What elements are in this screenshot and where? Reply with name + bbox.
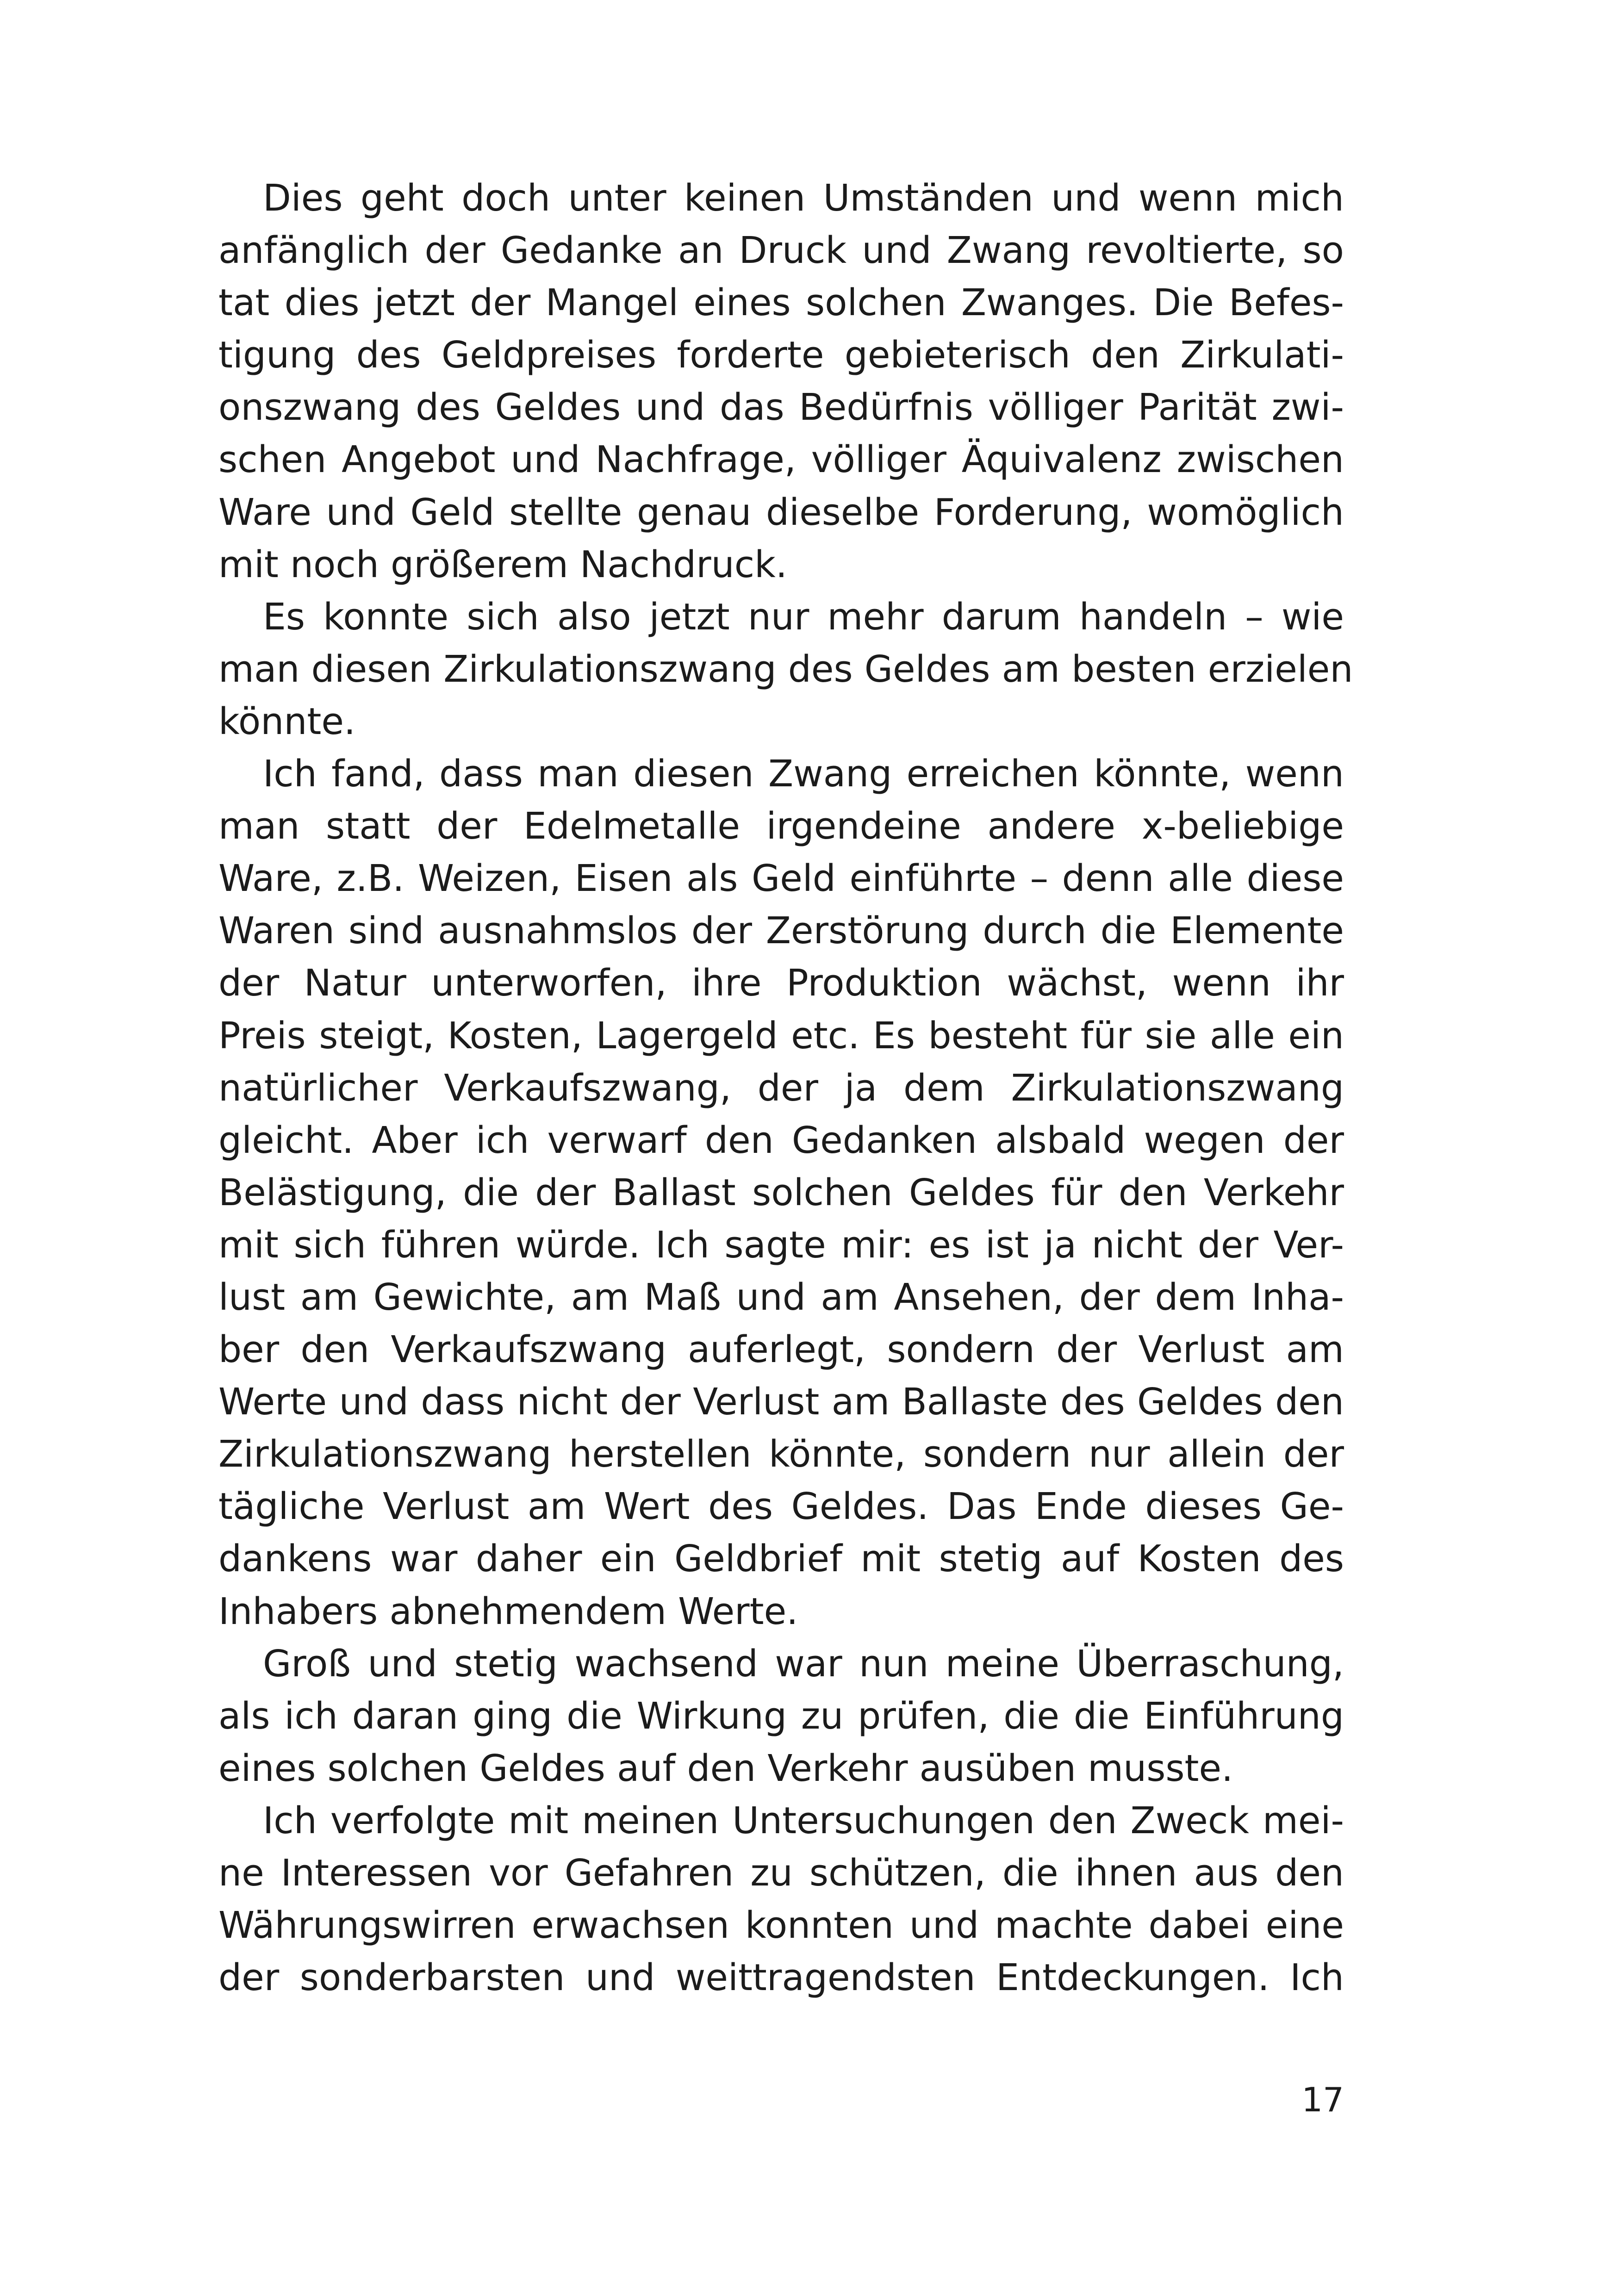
text-line: ne Interessen vor Gefahren zu schützen, die ihnen aus den [218,1852,1344,1894]
text-line: ber den Verkaufszwang auferlegt, sondern der Verlust am [218,1328,1344,1371]
text-line: Ich fand, dass man diesen Zwang erreichen könnte, wenn [263,753,1344,796]
paragraph-3 [218,748,1344,1638]
text-line: Inhabers abnehmendem Werte. [218,1590,798,1633]
text-line: der sonderbarsten und weittragendsten Entdeckungen. Ich [218,1956,1344,1999]
paragraph-1 [218,172,1344,591]
text-line: lust am Gewichte, am Maß und am Ansehen, der dem Inha- [218,1276,1344,1319]
text-line: anfänglich der Gedanke an Druck und Zwang revoltierte, so [218,229,1344,272]
text-line: könnte. [218,700,356,743]
text-line: natürlicher Verkaufszwang, der ja dem Zirkulationszwang [218,1066,1344,1109]
text-line: Ich verfolgte mit meinen Untersuchungen den Zweck mei- [263,1799,1344,1842]
text-line: dankens war daher ein Geldbrief mit stetig auf Kosten des [218,1537,1344,1580]
text-line: Währungswirren erwachsen konnten und machte dabei eine [218,1904,1344,1947]
text-line: Belästigung, die der Ballast solchen Geldes für den Verkehr [218,1171,1344,1214]
text-line: mit noch größerem Nachdruck. [218,543,788,586]
text-line: Zirkulationszwang herstellen könnte, sondern nur allein der [218,1433,1344,1476]
text-line: als ich daran ging die Wirkung zu prüfen, die die Einführung [218,1694,1344,1737]
text-line: Werte und dass nicht der Verlust am Ballaste des Geldes den [218,1381,1344,1424]
text-line: man diesen Zirkulationszwang des Geldes am besten erzielen [218,647,1353,691]
text-line: tigung des Geldpreises forderte gebieterisch den Zirkulati- [218,334,1344,377]
text-line: tat dies jetzt der Mangel eines solchen Zwanges. Die Befes- [218,281,1344,324]
text-line: Ware und Geld stellte genau dieselbe Forderung, womöglich [218,491,1344,534]
text-line: Es konnte sich also jetzt nur mehr darum handeln – wie [263,595,1344,638]
text-line: der Natur unterworfen, ihre Produktion wächst, wenn ihr [218,962,1344,1005]
paragraph-5 [218,1795,1344,2004]
text-line: mit sich führen würde. Ich sagte mir: es ist ja nicht der Ver- [218,1223,1344,1266]
text-line: man statt der Edelmetalle irgendeine andere x-beliebige [218,805,1344,848]
text-line: eines solchen Geldes auf den Verkehr ausüben musste. [218,1747,1233,1790]
text-line: Preis steigt, Kosten, Lagergeld etc. Es besteht für sie alle ein [218,1014,1344,1057]
text-line: tägliche Verlust am Wert des Geldes. Das Ende dieses Ge- [218,1485,1344,1528]
page-number: 17 [1301,2080,1344,2119]
text-line: Ware, z.B. Weizen, Eisen als Geld einführte – denn alle diese [218,857,1344,900]
paragraph-2 [218,591,1353,748]
paragraph-4 [218,1638,1344,1795]
text-line: Dies geht doch unter keinen Umständen und wenn mich [263,177,1344,219]
text-line: Waren sind ausnahmslos der Zerstörung durch die Elemente [218,909,1344,952]
text-line: onszwang des Geldes und das Bedürfnis völliger Parität zwi- [218,386,1344,429]
text-line: Groß und stetig wachsend war nun meine Überraschung, [263,1642,1344,1685]
body-text [218,172,1353,2004]
text-line: gleicht. Aber ich verwarf den Gedanken alsbald wegen der [218,1119,1344,1162]
text-line: schen Angebot und Nachfrage, völliger Äquivalenz zwischen [218,438,1344,481]
